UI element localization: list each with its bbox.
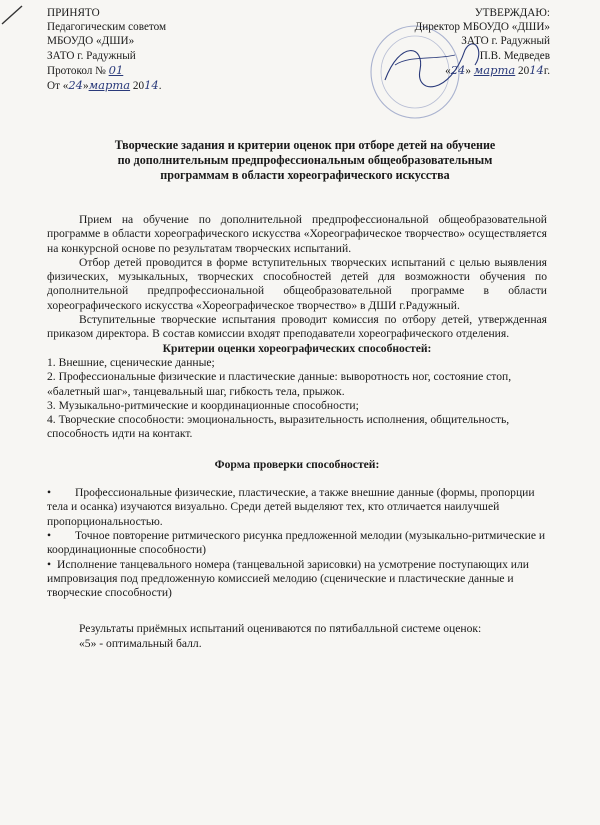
approved-date-year: 14 [144,78,159,93]
title-line-2: по дополнительным предпрофессиональным общеобразовательным [117,152,493,167]
bullet-dot-icon: • [47,557,52,571]
paragraph-commission: Вступительные творческие испытания проводит комиссия по отбору детей, утвержденная приказом директора. В состав комиссии входят преподаватели хореографического отделения. [47,313,547,341]
date-end: г. [543,64,550,77]
confirmed-date [310,63,550,78]
document-title [60,138,550,182]
bullet-dot-icon: • [47,486,52,500]
confirmed-date-month: марта [473,62,516,77]
title-line-3: программам в области хореографического искусства [160,167,450,182]
paragraph-admission: Прием на обучение по дополнительной предпрофессиональной общеобразовательной программе в области хореографического искусства «Хореографическое творчество» осуществляется на конкурсной основе по результатам творческих испытаний. [47,213,547,255]
approved-line-2: МБОУДО «ДШИ» [47,35,135,48]
criteria-item: 1. Внешние, сценические данные; [47,355,215,369]
approved-date-day: 24 [68,78,83,93]
date-open: От « [47,80,69,93]
approved-line-3: ЗАТО г. Радужный [47,49,136,62]
criteria-item: 2. Профессиональные физические и пластические данные: выворотность ног, состояние стоп, «балетный шаг», танцевальный шаг, гибкость тела, прыжок. [47,370,512,398]
confirmed-line-2: ЗАТО г. Радужный [461,35,550,48]
date-sep: » [465,64,471,77]
date-end: . [158,80,162,93]
approved-label: ПРИНЯТО [47,7,100,19]
confirmed-date-year: 14 [529,62,544,77]
date-open: « [445,64,451,77]
approved-line-1: Педагогическим советом [47,21,167,34]
corner-pen-mark [0,0,40,40]
results-intro: Результаты приёмных испытаний оцениваются по пятибалльной системе оценок: [79,622,482,636]
confirmed-block [310,6,550,78]
criteria-heading: Критерии оценки хореографических способностей: [162,341,432,355]
handwritten-mark-left [60,80,190,110]
form-bullet-text: Профессиональные физические, пластические, а также внешние данные (формы, пропорции тела и осанка) изучаются визуально. Среди детей выделяют тех, кто отличается наилучшей пропорциональностью. [47,486,535,528]
approved-protocol [47,63,257,78]
bullet-dot-icon: • [47,528,52,542]
protocol-number: 01 [108,62,124,77]
form-bullet-text: Исполнение танцевального номера (танцевальной зарисовки) на усмотрение поступающих или импровизация под предложенную комиссией мелодию (сценические и пластические данные и творческие способности) [47,557,529,600]
date-year-prefix: 20 [132,80,145,93]
form-bullet-item [47,486,547,529]
approved-date-month: марта [88,78,131,93]
form-bullet-item [47,529,547,558]
confirmed-label: УТВЕРЖДАЮ: [474,7,550,19]
title-line-1: Творческие задания и критерии оценок при отборе детей на обучение [114,138,496,152]
form-heading: Форма проверки способностей: [214,457,380,471]
paragraph-selection: Отбор детей проводится в форме вступительных творческих испытаний с целью выявления физических, музыкальных, творческих способностей детей для возможности обучения по дополнительной предпрофессиональной общеобразовательной программе в области хореографического искусства «Хореографическое творчество» в ДШИ г.Радужный. [47,255,547,312]
criteria-item: 4. Творческие способности: эмоциональность, выразительность исполнения, общительность, способность идти на контакт. [47,413,510,441]
criteria-item: 3. Музыкально-ритмические и координационные способности; [47,398,359,412]
document-body [47,213,547,651]
form-bullet-text: Точное повторение ритмического рисунка предложенной мелодии (музыкально-ритмические и координационные способности) [47,528,546,557]
confirmed-line-1: Директор МБОУДО «ДШИ» [414,21,550,34]
date-year-prefix: 20 [518,64,530,77]
protocol-label: Протокол № [47,64,106,77]
confirmed-date-day: 24 [450,62,466,77]
confirmed-line-3: П.В. Медведев [479,49,550,62]
form-bullet-item [47,558,547,601]
date-sep: » [83,80,89,93]
results-score: «5» - оптимальный балл. [79,636,202,650]
